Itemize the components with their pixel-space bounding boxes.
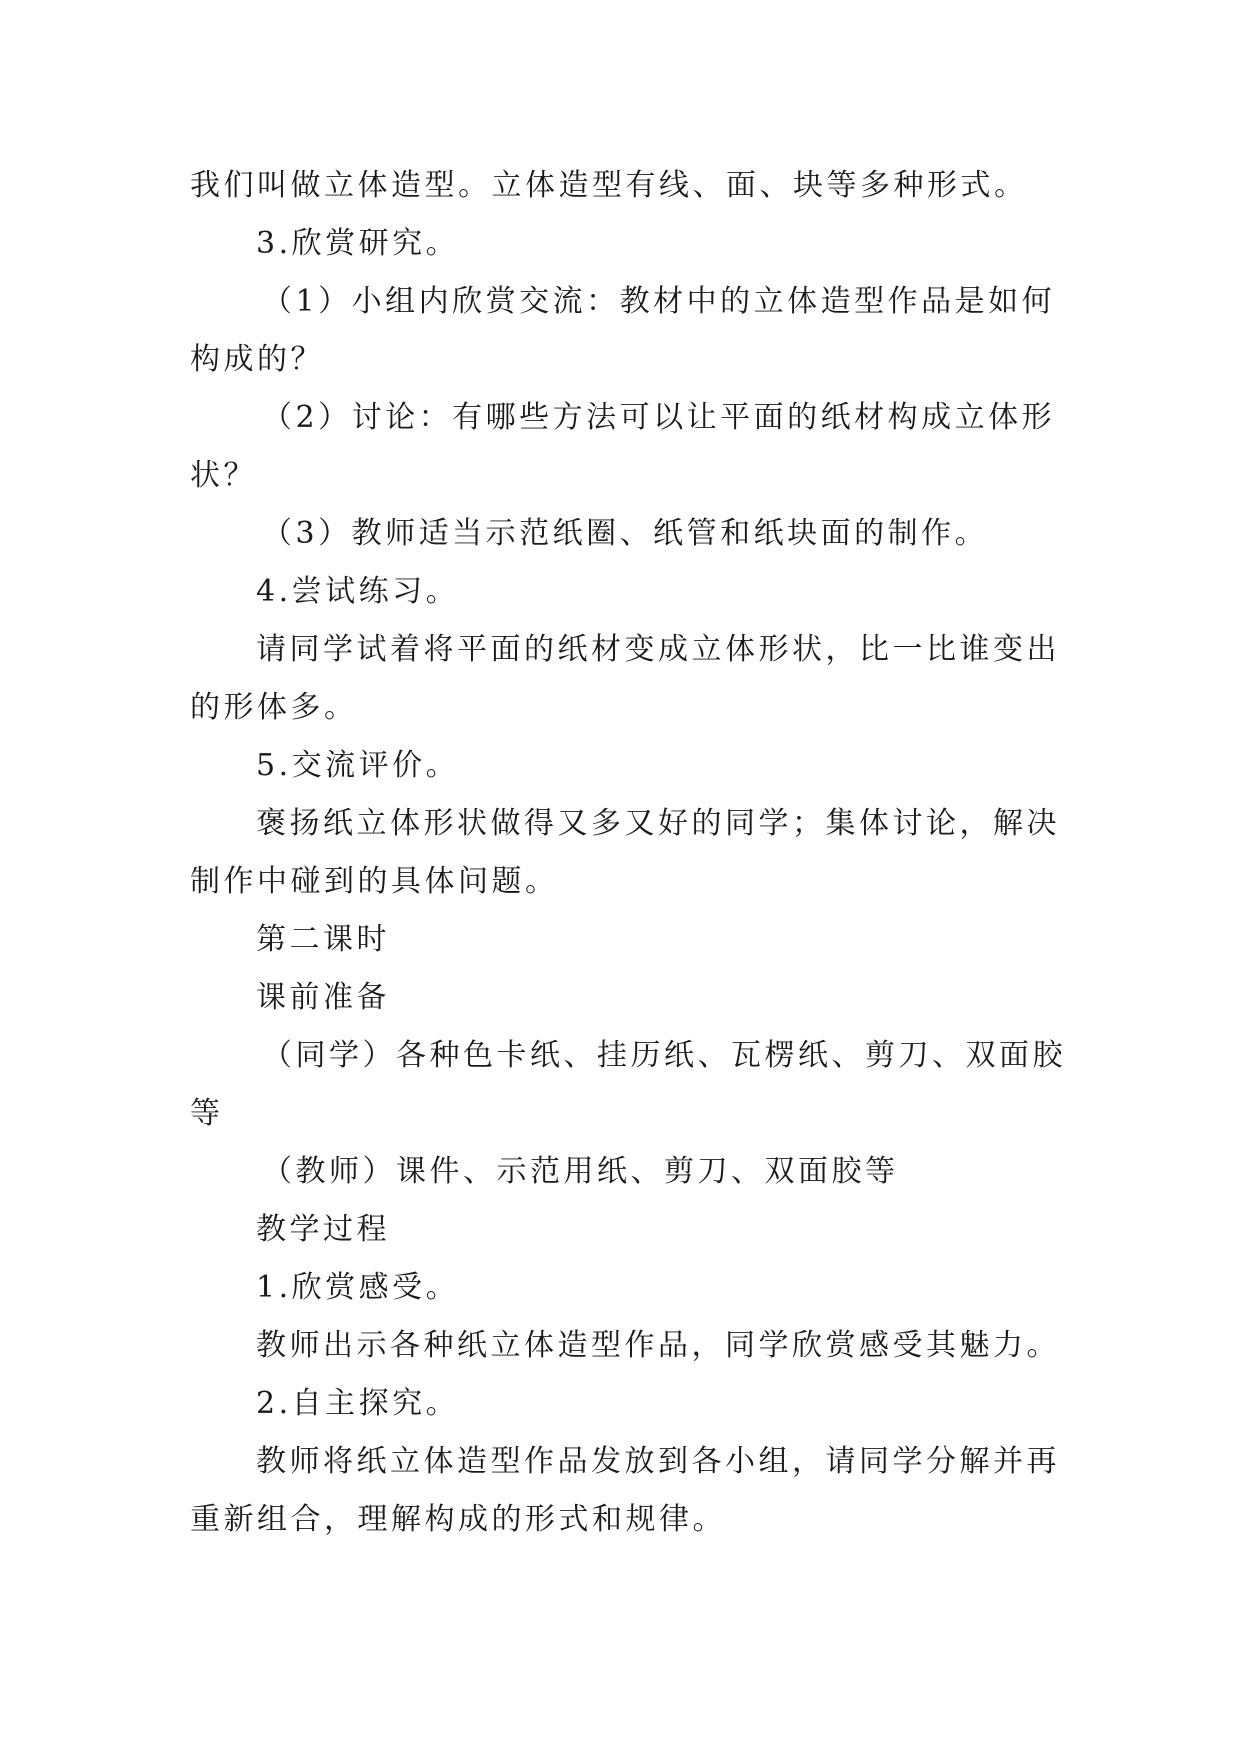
text-line: 教师出示各种纸立体造型作品，同学欣赏感受其魅力。 xyxy=(256,1328,1060,1363)
text-line: 构成的？ xyxy=(190,342,324,377)
text-line: 1.欣赏感受。 xyxy=(256,1270,460,1305)
text-line: 制作中碰到的具体问题。 xyxy=(190,864,559,899)
text-line: （3）教师适当示范纸圈、纸管和纸块面的制作。 xyxy=(262,516,989,551)
text-line: （1）小组内欣赏交流：教材中的立体造型作品是如何 xyxy=(262,284,1056,319)
text-line: 等 xyxy=(190,1096,224,1131)
text-line: （2）讨论：有哪些方法可以让平面的纸材构成立体形 xyxy=(262,400,1056,435)
text-line: 课前准备 xyxy=(256,980,390,1015)
text-line: 状？ xyxy=(190,458,257,493)
text-line: 3.欣赏研究。 xyxy=(256,226,460,261)
text-line: 2.自主探究。 xyxy=(256,1386,460,1421)
text-line: 我们叫做立体造型。立体造型有线、面、块等多种形式。 xyxy=(190,168,1028,203)
text-line: 5.交流评价。 xyxy=(256,748,460,783)
text-line: （教师）课件、示范用纸、剪刀、双面胶等 xyxy=(262,1154,899,1189)
text-line: （同学）各种色卡纸、挂历纸、瓦楞纸、剪刀、双面胶 xyxy=(262,1038,1066,1073)
text-line: 教师将纸立体造型作品发放到各小组，请同学分解并再 xyxy=(256,1444,1060,1479)
text-line: 褒扬纸立体形状做得又多又好的同学；集体讨论，解决 xyxy=(256,806,1060,841)
text-line: 请同学试着将平面的纸材变成立体形状，比一比谁变出 xyxy=(256,632,1060,667)
text-line: 4.尝试练习。 xyxy=(256,574,460,609)
text-line: 第二课时 xyxy=(256,922,390,957)
text-line: 教学过程 xyxy=(256,1212,390,1247)
text-line: 的形体多。 xyxy=(190,690,358,725)
text-line: 重新组合，理解构成的形式和规律。 xyxy=(190,1502,726,1537)
